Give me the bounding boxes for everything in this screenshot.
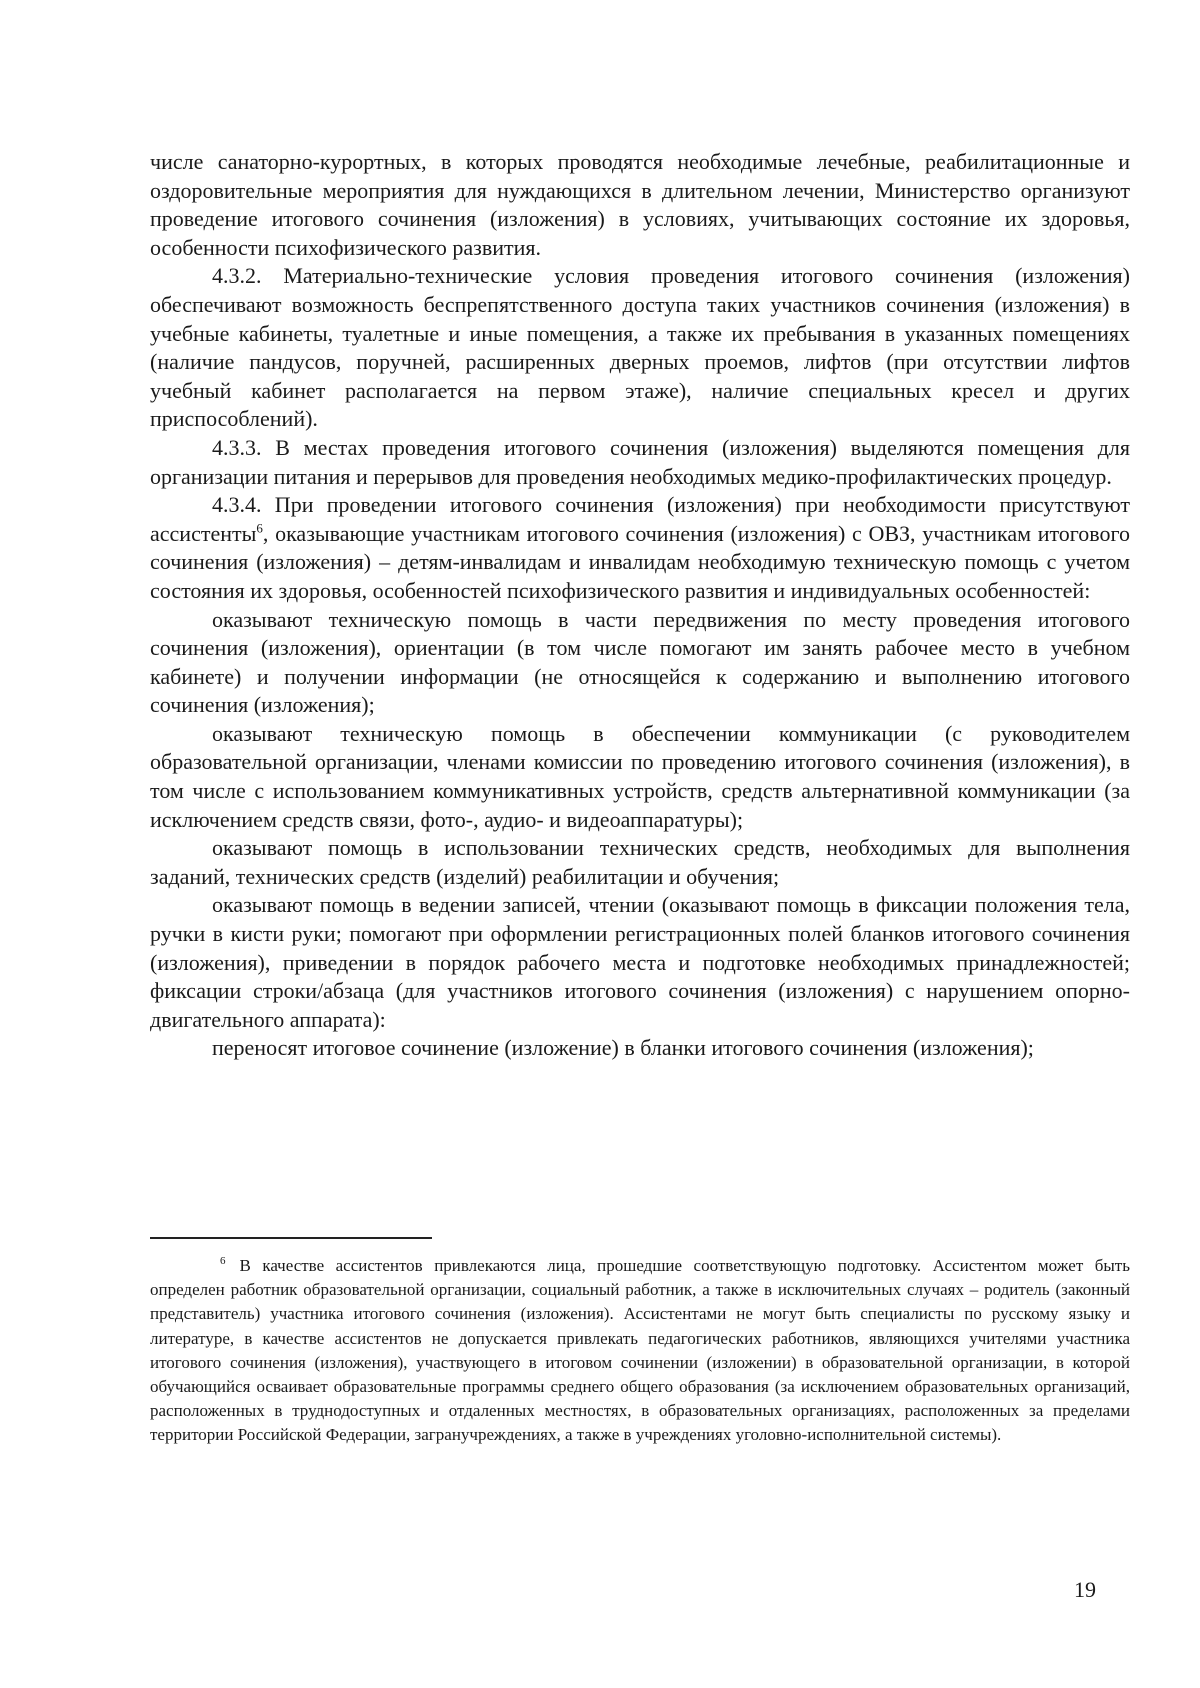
footnote-separator xyxy=(150,1237,432,1239)
footnote-reference: 6 xyxy=(256,520,263,536)
list-item-communication-help: оказывают техническую помощь в обеспечении коммуникации (с руководителем образовательной организации, членами комиссии по проведению итогового сочинения (изложения), в том числе с использованием коммуникативных устройств, средств альтернативной коммуникации (за исключением средств связи, фото-, аудио- и видеоаппаратуры); xyxy=(150,720,1130,832)
footnote-marker: 6 xyxy=(220,1255,226,1268)
paragraph-4-3-4-text-start: 4.3.4. При проведении итогового сочинения (изложения) при необходимости присутствуют ассистенты xyxy=(150,492,1130,546)
paragraph-4-3-3: 4.3.3. В местах проведения итогового сочинения (изложения) выделяются помещения для организации питания и перерывов для проведения необходимых медико-профилактических процедур. xyxy=(150,434,1130,489)
paragraph-4-3-4 xyxy=(150,491,1130,605)
list-item-transfer-to-forms: переносят итоговое сочинение (изложение) в бланки итогового сочинения (изложения); xyxy=(212,1035,1034,1061)
footnote xyxy=(150,1254,1130,1448)
list-item-movement-help: оказывают техническую помощь в части передвижения по месту проведения итогового сочинения (изложения), ориентации (в том числе помогают им занять рабочее место в учебном кабинете) и получении информации (не относящейся к содержанию и выполнению итогового сочинения (изложения); xyxy=(150,606,1130,718)
paragraph-4-3-4-text-end: , оказывающие участникам итогового сочинения (изложения) с ОВЗ, участникам итогового сочинения (изложения) – детям-инвалидам и инвалидам необходимую техническую помощь с учетом состояния их здоровья, особенностей психофизического развития и индивидуальных особенностей: xyxy=(150,520,1130,603)
list-item-technical-means-help: оказывают помощь в использовании технических средств, необходимых для выполнения заданий, технических средств (изделий) реабилитации и обучения; xyxy=(150,835,1130,889)
paragraph-continuation: числе санаторно-курортных, в которых проводятся необходимые лечебные, реабилитационные и оздоровительные мероприятия для нуждающихся в длительном лечении, Министерство организуют проведение итогового сочинения (изложения) в условиях, учитывающих состояние их здоровья, особенности психофизического развития. xyxy=(150,149,1130,260)
page-number: 19 xyxy=(1074,1577,1096,1602)
list-item-writing-help: оказывают помощь в ведении записей, чтении (оказывают помощь в фиксации положения тела, ручки в кисти руки; помогают при оформлении регистрационных полей бланков итогового сочинения (изложения), приведении в порядок рабочего места и подготовке необходимых принадлежностей; фиксации строки/абзаца (для участников итогового сочинения (изложения) с нарушением опорно-двигательного аппарата): xyxy=(150,892,1130,1032)
document-body xyxy=(150,148,1130,1063)
footnote-text: В качестве ассистентов привлекаются лица, прошедшие соответствующую подготовку. Ассистентом может быть определен работник образовательной организации, социальный работник, а также в исключительных случаях – родитель (законный представитель) участника итогового сочинения (изложения). Ассистентами не могут быть специалисты по русскому языку и литературе, в качестве ассистентов не допускается привлекать педагогических работников, являющихся учителями участника итогового сочинения (изложения), участвующего в итоговом сочинении (изложении) в образовательной организации, в которой обучающийся осваивает образовательные программы среднего общего образования (за исключением образовательных организаций, расположенных в труднодоступных и отдаленных местностях, в образовательных организациях, расположенных за пределами территории Российской Федерации, загранучреждениях, а также в учреждениях уголовно-исполнительной системы). xyxy=(150,1256,1130,1445)
paragraph-4-3-2: 4.3.2. Материально-технические условия проведения итогового сочинения (изложения) обеспечивают возможность беспрепятственного доступа таких участников сочинения (изложения) в учебные кабинеты, туалетные и иные помещения, а также их пребывания в указанных помещениях (наличие пандусов, поручней, расширенных дверных проемов, лифтов (при отсутствии лифтов учебный кабинет располагается на первом этаже), наличие специальных кресел и других приспособлений). xyxy=(150,263,1130,432)
